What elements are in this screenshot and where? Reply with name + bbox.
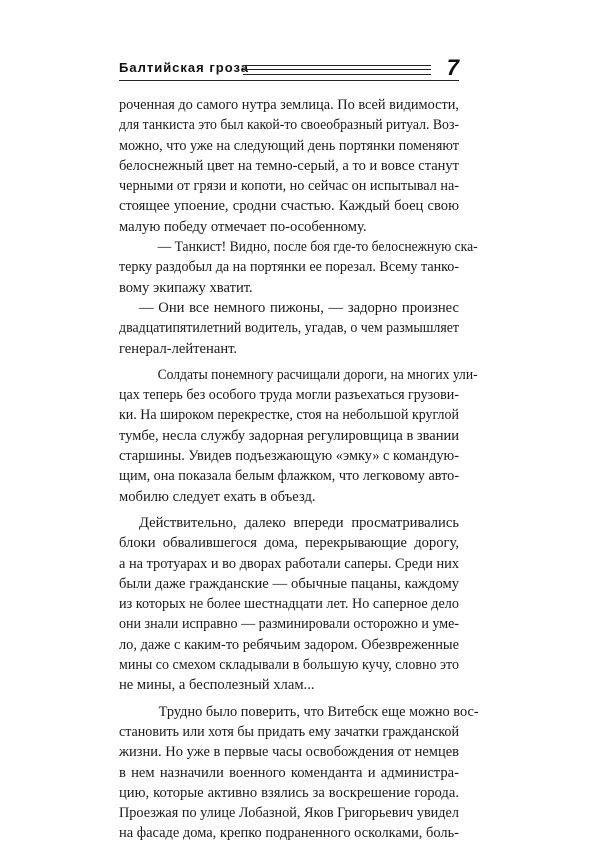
header-rule [243,74,431,75]
text-line: Проезжая по улице Лобазной, Яков Григорьевич увидел [119,805,459,822]
text-line: не мины, а бесполезный хлам... [119,677,315,694]
header-rule [243,69,431,70]
text-line: были даже гражданские — обычные пацаны, каждому [119,575,459,592]
header-underline [119,80,459,81]
body-text [119,95,479,844]
text-line: мины со смехом складывали в большую кучу, словно это [119,657,460,674]
paragraph [119,365,478,507]
text-line: они знали исправно — разминировали осторожно и уме- [119,616,459,633]
paragraph [119,298,459,359]
text-line: стоящее упоение, сродни счастью. Каждый боец свою [119,198,459,215]
text-line: вому экипажу хватит. [119,279,253,296]
paragraph [119,95,459,237]
text-line: цах теперь без особого труда могли разъехаться грузови- [119,387,459,404]
text-line: Трудно было поверить, что Витебск еще можно вос- [158,703,479,720]
text-line: жизни. Но уже в первые часы освобождения от немцев [119,744,460,761]
page-number: 7 [446,55,459,80]
text-line: мобилю следует ехать в объезд. [119,488,316,505]
text-line: белоснежный цвет на темно-серый, а то и вовсе станут [119,157,459,174]
paragraph [119,513,459,696]
header-rule [243,65,431,66]
text-line: генерал-лейтенант. [119,340,238,357]
text-line: тумбе, несла службу задорная регулировщица в звании [119,427,460,444]
text-line: Действительно, далеко впереди просматривались [139,514,459,531]
text-line: а на тротуарах и во дворах работали саперы. Среди них [119,555,460,572]
text-line: малую победу отмечает по-особенному. [119,218,367,235]
book-title: Балтийская гроза [119,60,249,75]
text-line: можно, что уже на следующий день портянки поменяют [119,137,459,154]
text-line: терку раздобыл да на портянки ее порезал. Всему танко- [119,259,459,276]
text-line: щим, она показала белым флажком, что легковому авто- [119,468,460,485]
paragraph [119,237,478,298]
text-line: двадцатипятилетний водитель, угадав, о чем размышляет [119,320,460,337]
text-line: роченная до самого нутра землица. По всей видимости, [119,97,459,113]
text-line: становить или хотя бы придать ему зачатки гражданской [119,723,459,740]
text-line: черными от грязи и копоти, но сейчас он испытывал на- [119,178,459,195]
text-line: в нем назначили военного коменданта и администра- [119,764,459,781]
text-line: старшины. Увидев подъезжающую «эмку» с командую- [119,448,460,465]
text-line: для танкиста это был какой-то своеобразный ритуал. Воз- [119,117,459,134]
text-line: блоки обвалившегося дома, перекрывающие дорогу, [119,535,459,552]
text-line: Солдаты понемногу расчищали дороги, на многих ули- [157,366,478,383]
text-line: — Танкист! Видно, после боя где-то белоснежную ска- [157,239,478,256]
text-line: — Они все немного пижоны, — задорно произнес [139,299,459,316]
text-line: из которых не более шестнадцати лет. Но саперное дело [119,596,460,613]
text-line: цию, которые активно взялись за воскрешение города. [119,784,459,801]
paragraph [119,702,479,844]
text-line: ки. На широком перекрестке, стоя на небольшой круглой [119,407,459,424]
text-line: на фасаде дома, крепко подраненного осколками, боль- [119,825,460,842]
text-line: ло, даже с каким-то ребячьим задором. Обезвреженные [119,636,459,653]
